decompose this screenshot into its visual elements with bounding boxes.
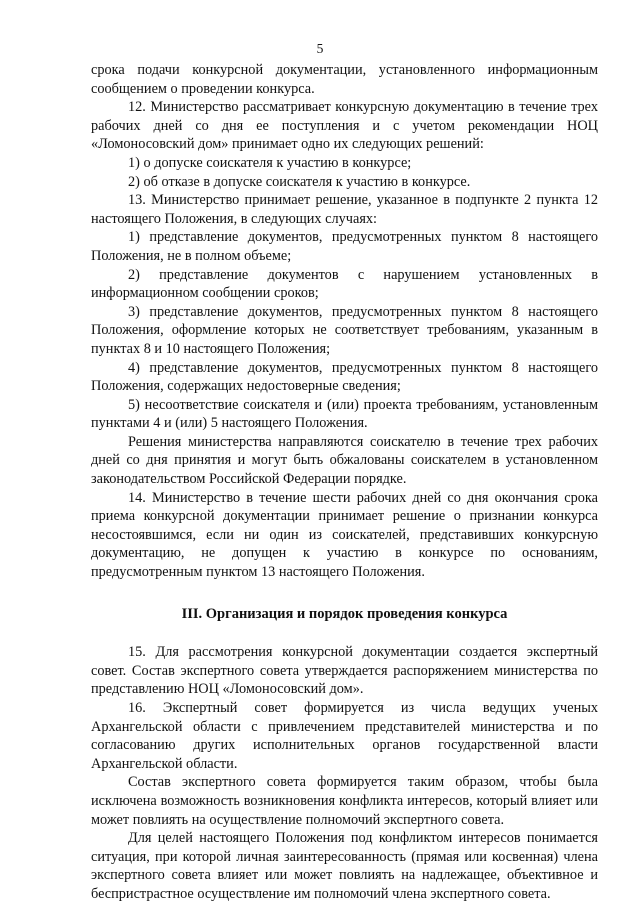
- section-heading: III. Организация и порядок проведения конкурса: [181, 605, 508, 622]
- paragraph: 12. Министерство рассматривает конкурсную документацию в течение трех рабочих дней со дня ее поступления и с учетом рекомендации НОЦ «Ломоносовский дом» принимает одно их следующих решений:: [91, 99, 598, 153]
- paragraph: Для целей настоящего Положения под конфликтом интересов понимается ситуация, при которой личная заинтересованность (прямая или косвенная) члена экспертного совета влияет или может повлиять на надлежащее, объективное и беспристрастное осуществление им полномочий члена экспертного совета.: [91, 830, 598, 902]
- document-body: [91, 61, 598, 904]
- paragraph: 14. Министерство в течение шести рабочих дней со дня окончания срока приема конкурсной документации принимает решение о признании конкурса несостоявшимся, если ни один из соискателей, представивших конкурсную документацию, не допущен к участию в конкурсе по основаниям, предусмотренным пунктом 13 настоящего Положения.: [91, 489, 598, 581]
- paragraph: 1) представление документов, предусмотренных пунктом 8 настоящего Положения, не в полном объеме;: [91, 229, 598, 264]
- paragraph: 15. Для рассмотрения конкурсной документации создается экспертный совет. Состав экспертного совета утверждается распоряжением министерства по представлению НОЦ «Ломоносовский дом».: [91, 644, 598, 698]
- paragraph: 1) о допуске соискателя к участию в конкурсе;: [128, 154, 412, 171]
- paragraph: 16. Экспертный совет формируется из числа ведущих ученых Архангельской области с привлечением представителей министерства и по согласованию других исполнительных органов государственной власти Архангельской области.: [91, 700, 598, 772]
- paragraph: 4) представление документов, предусмотренных пунктом 8 настоящего Положения, содержащих недостоверные сведения;: [91, 359, 598, 395]
- paragraph: 5) несоответствие соискателя и (или) проекта требованиям, установленным пунктами 4 и (или) 5 настоящего Положения.: [91, 396, 598, 432]
- paragraph: Решения министерства направляются соискателю в течение трех рабочих дней со дня принятия и могут быть обжалованы соискателем в установленном законодательством Российской Федерации порядке.: [91, 433, 598, 488]
- paragraph: Состав экспертного совета формируется таким образом, чтобы была исключена возможность возникновения конфликта интересов, который влияет или может повлиять на осуществление полномочий экспертного совета.: [91, 774, 598, 828]
- paragraph: 3) представление документов, предусмотренных пунктом 8 настоящего Положения, оформление которых не соответствует требованиям, указанным в пунктах 8 и 10 настоящего Положения;: [91, 303, 598, 357]
- paragraph: 2) об отказе в допуске соискателя к участию в конкурсе.: [128, 173, 471, 190]
- paragraph: 2) представление документов с нарушением установленных в информационном сообщении сроков;: [91, 266, 598, 302]
- paragraph: срока подачи конкурсной документации, установленного информационным сообщением о проведении конкурса.: [91, 62, 598, 97]
- page-number: 5: [316, 41, 324, 56]
- paragraph: 13. Министерство принимает решение, указанное в подпункте 2 пункта 12 настоящего Положения, в следующих случаях:: [91, 192, 598, 227]
